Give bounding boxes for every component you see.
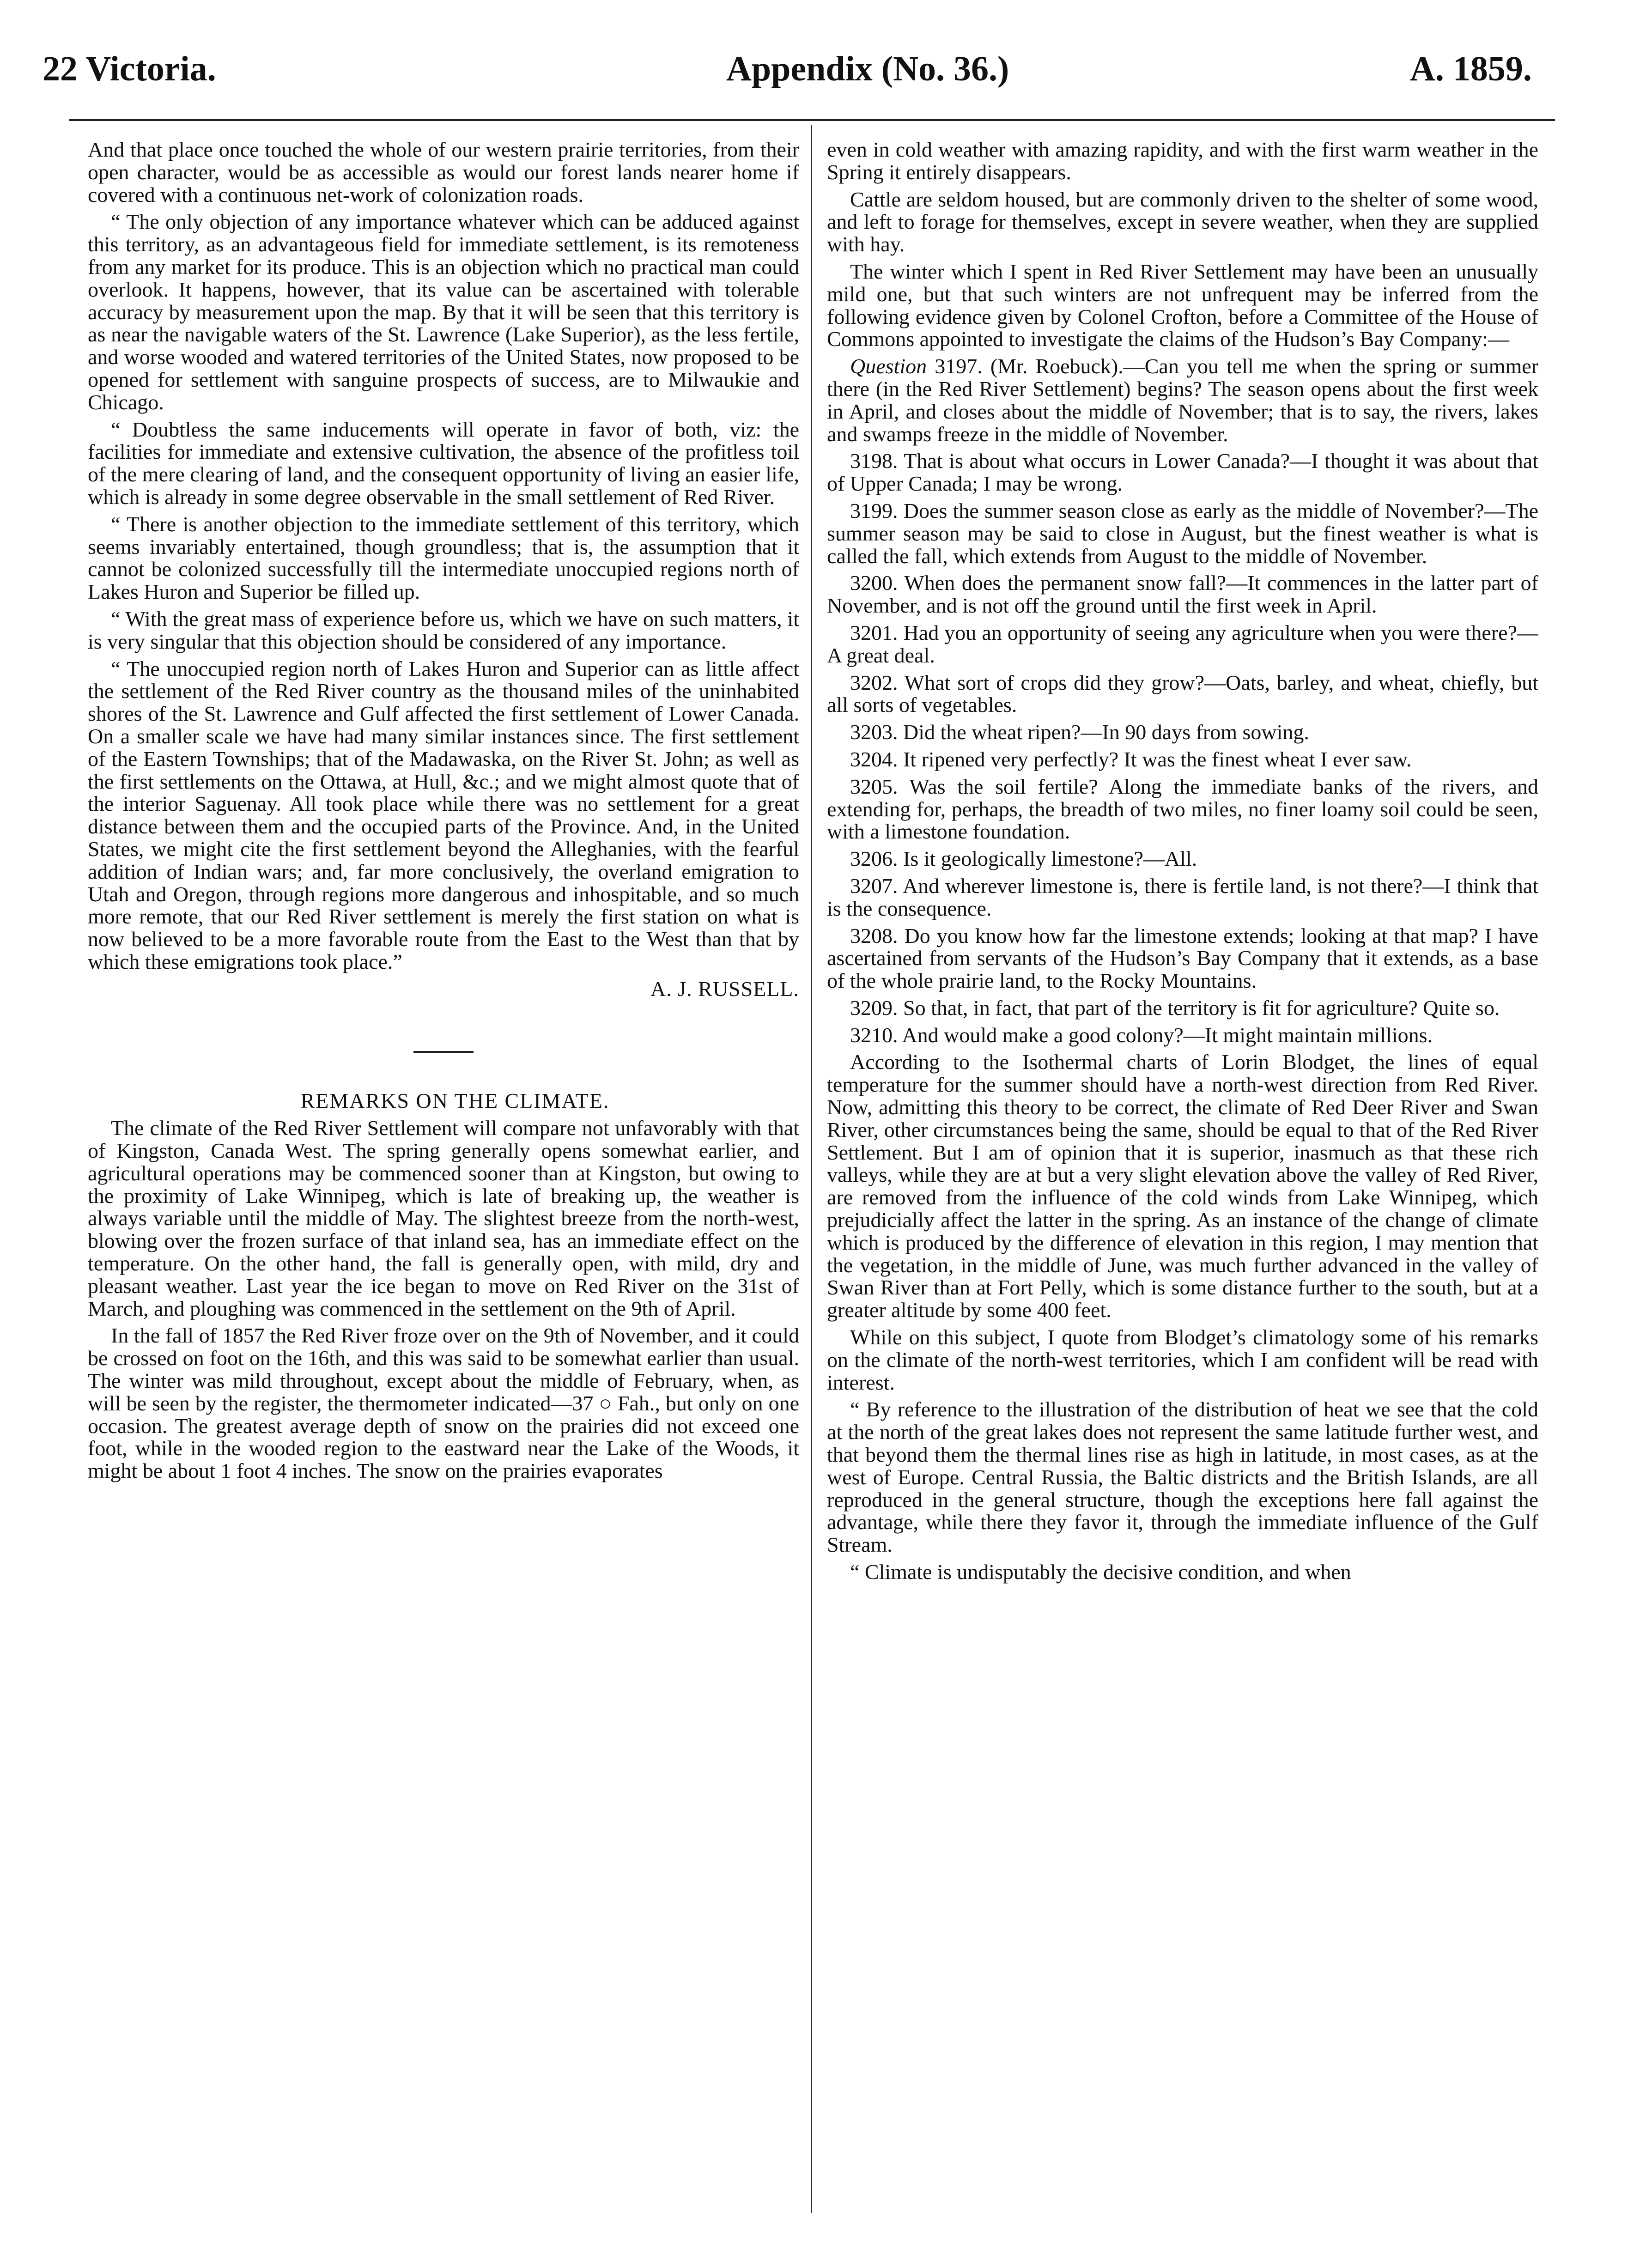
testimony-item: 3198. That is about what occurs in Lower Canada?—I thought it was about that of Upper Canada; I may be wrong. — [827, 449, 1538, 496]
testimony-item: 3205. Was the soil fertile? Along the immediate banks of the rivers, and extending for, perhaps, the breadth of two miles, no finer loamy soil could be seen, with a limestone foundation. — [827, 774, 1538, 844]
paragraph: “ The unoccupied region north of Lakes Huron and Superior can as little affect the settlement of the Red River country as the thousand miles of the uninhabited shores of the St. Lawrence and Gulf affected the first settlement of Lower Canada. On a smaller scale we have had many similar instances since. The first settlement of the Eastern Townships; that of the Madawaska, on the River St. John; as well as the first settlements on the Ottawa, at Hull, &c.; and we might almost quote that of the interior Saguenay. All took place while there was no settlement for a great distance between them and the occupied parts of the Province. And, in the United States, we might cite the first settlement beyond the Alleghanies, with the fearful addition of Indian wars; and, far more conclusively, the overland emigration to Utah and Oregon, through regions more dangerous and inhospitable, and so much more remote, that our Red River settlement is merely the first station on what is now believed to be a more favorable route from the East to the West than that by which these emigrations took place.” — [88, 656, 799, 973]
testimony-item: 3204. It ripened very perfectly? It was the finest wheat I ever saw. — [850, 747, 1412, 771]
paragraph: “ With the great mass of experience before us, which we have on such matters, it is very singular that this objection should be considered of any importance. — [88, 607, 799, 653]
testimony-item: 3201. Had you an opportunity of seeing any agriculture when you were there?—A great deal. — [827, 620, 1538, 667]
testimony-item: 3207. And wherever limestone is, there is fertile land, is not there?—I think that is the consequence. — [827, 874, 1538, 920]
page-header — [43, 44, 1544, 100]
section-rule — [413, 1051, 474, 1053]
header-session: 22 Victoria. — [43, 49, 216, 88]
paragraph: While on this subject, I quote from Blodget’s climatology some of his remarks on the climate of the north-west territories, which I am confident will be read with interest. — [827, 1325, 1538, 1394]
column-divider — [811, 125, 812, 2213]
testimony-item: 3200. When does the permanent snow fall?—It commences in the latter part of November, and is not off the ground until the first week in April. — [827, 571, 1538, 618]
paragraph: And that place once touched the whole of our western prairie territories, from their open character, would be as accessible as would our forest lands nearer home if covered with a continuous net-work of colonization roads. — [88, 139, 799, 206]
question-text: 3197. (Mr. Roebuck).—Can you tell me when the spring or summer there (in the Red River Settlement) begins? The season opens about the first week in April, and closes about the middle of November; that is to say, the rivers, lakes and swamps freeze in the middle of November. — [827, 354, 1538, 446]
testimony-item: 3210. And would make a good colony?—It might maintain millions. — [850, 1023, 1433, 1047]
paragraph: even in cold weather with amazing rapidity, and with the first warm weather in the Spring it entirely disappears. — [827, 139, 1538, 184]
paragraph: “ Climate is undisputably the decisive condition, and when — [850, 1560, 1351, 1584]
testimony-question-3197 — [827, 355, 1538, 445]
header-year: A. 1859. — [1410, 49, 1532, 88]
signature: A. J. RUSSELL. — [650, 977, 799, 1001]
paragraph: According to the Isothermal charts of Lorin Blodget, the lines of equal temperature for the summer should have a north-west direction from Red River. Now, admitting this theory to be correct, the climate of Red Deer River and Swan River, other circumstances being the same, should be equal to that of the Red River Settlement. But I am of opinion that it is superior, inasmuch as that these rich valleys, while they are at but a very slight elevation above the valley of Red River, are removed from the influence of the cold winds from Lake Winnipeg, which prejudicially affect the latter in the spring. As an instance of the change of climate which is produced by the difference of elevation in this region, I may mention that the vegetation, in the middle of June, was much further advanced in the valley of Swan River than at Fort Pelly, which is some distance further to the south, but at a greater altitude by some 400 feet. — [827, 1050, 1538, 1322]
left-column — [88, 139, 799, 2208]
paragraph: “ The only objection of any importance whatever which can be adduced against this territory, as an advantageous field for immediate settlement, is its remoteness from any market for its produce. This is an objection which no practical man could overlook. It happens, however, that its value can be ascertained with tolerable accuracy by measurement upon the map. By that it will be seen that this territory is as near the navigable waters of the St. Lawrence (Lake Superior), as the less fertile, and worse wooded and watered territories of the United States, now proposed to be opened for settlement with sanguine prospects of success, are to Milwaukie and Chicago. — [88, 210, 799, 414]
right-column — [827, 139, 1538, 2208]
paragraph: In the fall of 1857 the Red River froze over on the 9th of November, and it could be crossed on foot on the 16th, and this was said to be somewhat earlier than usual. The winter was mild throughout, except about the middle of February, when, as will be seen by the register, the thermometer indicated—37 ○ Fah., but only on one occasion. The greatest average depth of snow on the prairies did not exceed one foot, while in the wooded region to the eastward near the Lake of the Woods, it might be about 1 foot 4 inches. The snow on the prairies evaporates — [88, 1324, 799, 1483]
section-heading: REMARKS ON THE CLIMATE. — [300, 1089, 610, 1113]
paragraph: “ Doubtless the same inducements will operate in favor of both, viz: the facilities for immediate and extensive cultivation, the absence of the profitless toil of the mere clearing of land, and the consequent opportunity of living an easier life, which is already in some degree observable in the small settlement of Red River. — [88, 417, 799, 509]
testimony-item: 3202. What sort of crops did they grow?—Oats, barley, and wheat, chiefly, but all sorts of vegetables. — [827, 670, 1538, 717]
testimony-item: 3206. Is it geologically limestone?—All. — [850, 847, 1197, 871]
paragraph: The winter which I spent in Red River Settlement may have been an unusually mild one, but that such winters are not unfrequent may be inferred from the following evidence given by Colonel Crofton, before a Committee of the House of Commons appointed to investigate the claims of the Hudson’s Bay Company:— — [827, 259, 1538, 351]
question-label: Question — [850, 354, 927, 378]
testimony-item: 3199. Does the summer season close as early as the middle of November?—The summer season may be said to close in August, but the finest weather is what is called the fall, which extends from August to the middle of November. — [827, 498, 1538, 568]
header-rule — [69, 119, 1555, 121]
header-appendix: Appendix (No. 36.) — [726, 49, 1009, 88]
paragraph: The climate of the Red River Settlement will compare not unfavorably with that of Kingston, Canada West. The spring generally opens somewhat earlier, and agricultural operations may be commenced sooner than at Kingston, but owing to the proximity of Lake Winnipeg, which is late of breaking up, the weather is always variable until the middle of May. The slightest breeze from the north-west, blowing over the frozen surface of that inland sea, has an immediate effect on the temperature. On the other hand, the fall is generally open, with mild, dry and pleasant weather. Last year the ice began to move on Red River on the 31st of March, and ploughing was commenced in the settlement on the 9th of April. — [88, 1116, 799, 1320]
testimony-item: 3203. Did the wheat ripen?—In 90 days from sowing. — [850, 720, 1309, 744]
paragraph: Cattle are seldom housed, but are commonly driven to the shelter of some wood, and left to forage for themselves, except in severe weather, when they are supplied with hay. — [827, 187, 1538, 256]
testimony-item: 3209. So that, in fact, that part of the territory is fit for agriculture? Quite so. — [850, 996, 1500, 1020]
paragraph: “ By reference to the illustration of the distribution of heat we see that the cold at the north of the great lakes does not represent the same latitude further west, and that beyond them the thermal lines rise as high in latitude, in most cases, as at the west of Europe. Central Russia, the Baltic districts and the British Islands, are all reproduced in the general structure, though the exceptions here fall against the advantage, while there they favor it, through the immediate influence of the Gulf Stream. — [827, 1397, 1538, 1557]
paragraph: “ There is another objection to the immediate settlement of this territory, which seems invariably entertained, though groundless; that is, the assumption that it cannot be colonized successfully till the intermediate unoccupied regions north of Lakes Huron and Superior be filled up. — [88, 512, 799, 604]
testimony-item: 3208. Do you know how far the limestone extends; looking at that map? I have ascertained from servants of the Hudson’s Bay Company that it extends, as a base of the whole prairie land, to the Rocky Mountains. — [827, 923, 1538, 993]
